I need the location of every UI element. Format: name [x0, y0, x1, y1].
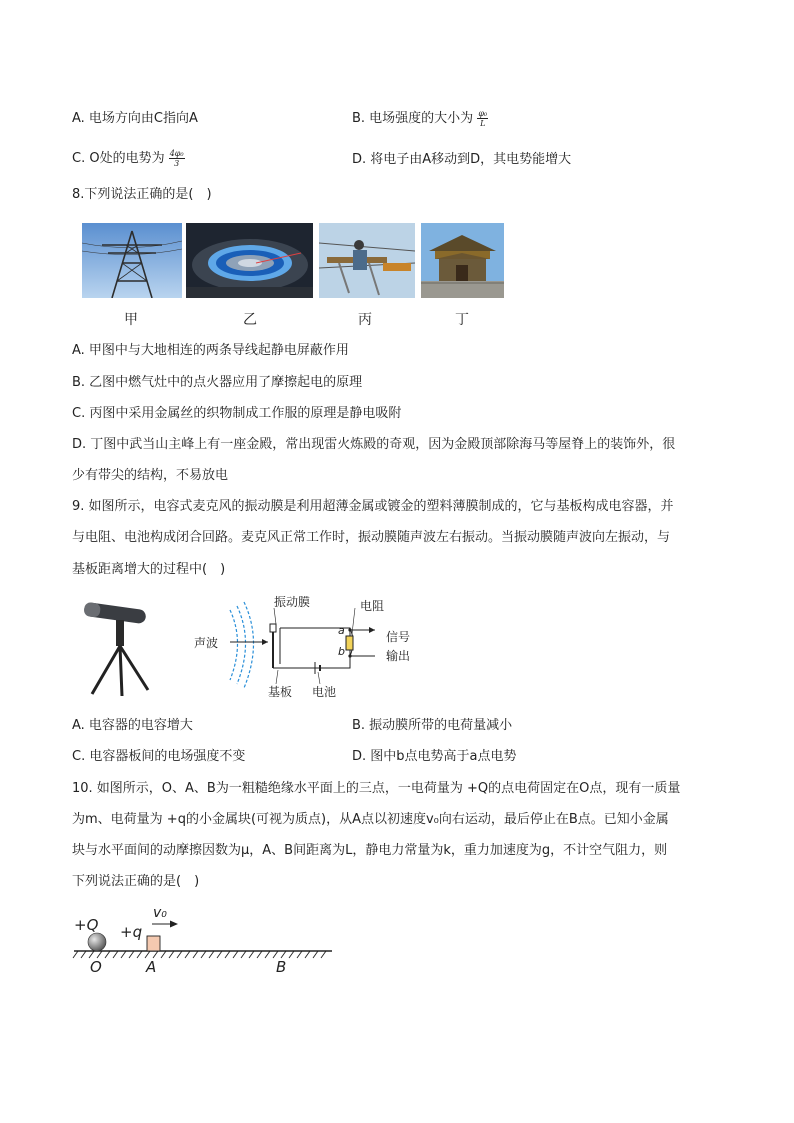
- q7-option-c: [72, 149, 185, 169]
- label-O: O: [90, 958, 102, 976]
- label-membrane: 振动膜: [274, 595, 311, 609]
- q8-option-d-line1: D. 丁图中武当山主峰上有一座金殿，常出现雷火炼殿的奇观，因为金殿顶部除海马等屋脊上的装饰外，很: [72, 437, 676, 452]
- photo-transmission-tower: [82, 223, 182, 298]
- label-substrate: 基板: [268, 685, 293, 699]
- q8-stem: 8.下列说法正确的是( ): [72, 187, 212, 202]
- horizontal-plane-diagram: [70, 904, 340, 980]
- q9-option-b: B. 振动膜所带的电荷量减小: [352, 718, 513, 733]
- q9-stem-line1: 9. 如图所示，电容式麦克风的振动膜是利用超薄金属或镀金的塑料薄膜制成的，它与基板构成电容器，并: [72, 499, 674, 514]
- label-B: B: [276, 958, 287, 976]
- q8-option-d-line2: 少有带尖的结构，不易放电: [72, 468, 229, 483]
- q8-option-a: A. 甲图中与大地相连的两条导线起静电屏蔽作用: [72, 343, 349, 358]
- resistor: [346, 636, 353, 650]
- caption-bing: 丙: [358, 312, 372, 328]
- q8-option-c: C. 丙图中采用金属丝的织物制成工作服的原理是静电吸附: [72, 406, 402, 421]
- q7-option-c-fraction: [169, 149, 185, 168]
- q10-stem-line3: 块与水平面间的动摩擦因数为μ，A、B间距离为L，静电力常量为k，重力加速度为g，不计空气阻力，则: [72, 843, 668, 858]
- sound-wave-arcs: [230, 602, 254, 688]
- fraction-numerator: φ₀: [478, 109, 488, 118]
- ground-hatching: [73, 951, 326, 958]
- q7-option-b: [352, 109, 488, 129]
- q7-option-b-fraction: [477, 109, 488, 128]
- label-output: 输出: [386, 649, 411, 663]
- caption-jia: 甲: [124, 312, 138, 328]
- fraction-denominator: 3: [174, 159, 180, 168]
- label-resistor: 电阻: [360, 599, 385, 613]
- q7-option-b-prefix: B. 电场强度的大小为: [352, 111, 474, 126]
- photo-microphone: [78, 592, 162, 702]
- q10-stem-line2: 为m、电荷量为 +q的小金属块(可视为质点)，从A点以初速度v₀向右运动，最后停止在B点。已知小金属: [72, 812, 669, 827]
- q9-stem-line2: 与电阻、电池构成闭合回路。麦克风正常工作时，振动膜随声波左右振动。当振动膜随声波向左振动，与: [72, 530, 671, 545]
- label-v0: v₀: [153, 905, 167, 921]
- q10-stem-line1: 10. 如图所示，O、A、B为一粗糙绝缘水平面上的三点，一电荷量为 +Q的点电荷固定在O点，现有一质量: [72, 781, 681, 796]
- photo-gas-stove: [186, 223, 313, 298]
- label-a: a: [338, 624, 345, 637]
- q8-option-b: B. 乙图中燃气灶中的点火器应用了摩擦起电的原理: [72, 375, 363, 390]
- q9-option-c: C. 电容器板间的电场强度不变: [72, 749, 246, 764]
- label-A: A: [146, 958, 157, 976]
- caption-yi: 乙: [243, 312, 257, 328]
- label-battery: 电池: [312, 685, 337, 699]
- q7-option-c-prefix: C. O处的电势为: [72, 151, 165, 166]
- point-charge-ball: [88, 933, 106, 951]
- capacitor-microphone-diagram: [190, 592, 430, 704]
- label-plus-q: +q: [120, 923, 143, 941]
- label-signal: 信号: [386, 630, 411, 644]
- photo-line-worker: [319, 223, 415, 298]
- q9-option-d: D. 图中b点电势高于a点电势: [352, 749, 517, 764]
- fraction-denominator: L: [480, 119, 486, 128]
- caption-ding: 丁: [455, 312, 469, 328]
- q10-stem-line4: 下列说法正确的是( ): [72, 874, 200, 889]
- q9-stem-line3: 基板距离增大的过程中( ): [72, 562, 226, 577]
- photo-golden-temple: [421, 223, 504, 298]
- metal-block: [147, 936, 160, 951]
- label-sound-wave: 声波: [194, 636, 219, 650]
- fraction-numerator: 4φ₀: [169, 149, 184, 158]
- q7-option-a: A. 电场方向由C指向A: [72, 111, 198, 126]
- q9-option-a: A. 电容器的电容增大: [72, 718, 193, 733]
- label-plus-Q: +Q: [74, 916, 99, 934]
- label-b: b: [338, 645, 345, 658]
- q7-option-d: D. 将电子由A移动到D，其电势能增大: [352, 152, 572, 167]
